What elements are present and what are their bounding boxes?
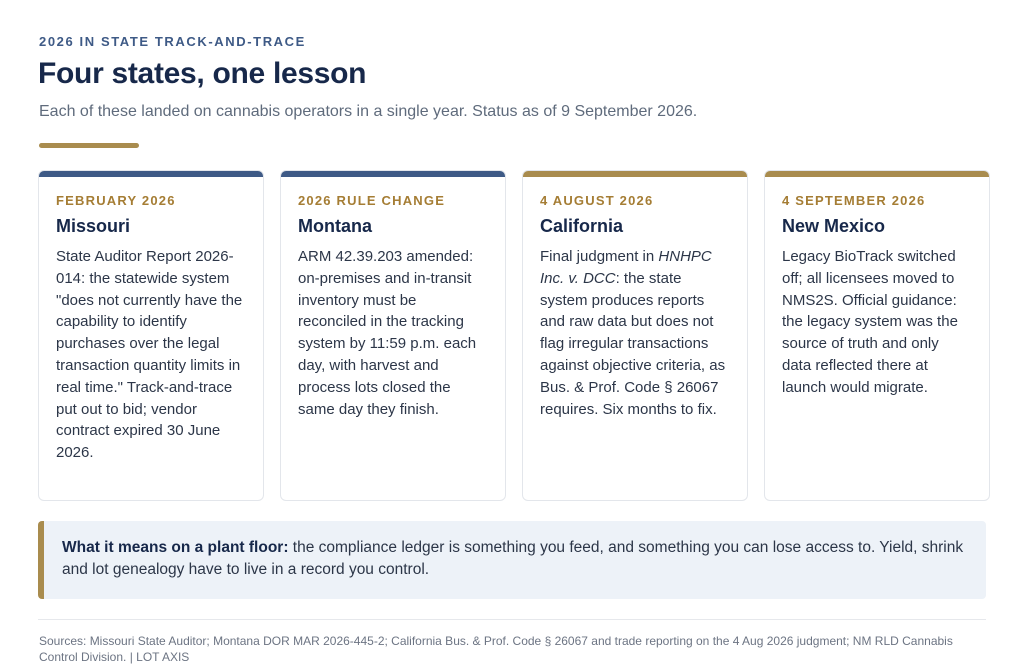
sources-footnote: Sources: Missouri State Auditor; Montana DOR MAR 2026-445-2; California Bus. & Prof. Code § 26067 and trade reporting on the 4 Aug 2026 judgment; NM RLD Cannabis Control Division. | LOT AXIS [39, 634, 953, 664]
card-description: State Auditor Report 2026-014: the statewide system "does not currently have the capability to identify purchases over the legal transaction quantity limits in real time." Track-and-trace put out to bid; vendor contract expired 30 June 2026. [56, 248, 243, 462]
card-missouri [38, 170, 264, 501]
card-date-label: FEBRUARY 2026 [56, 193, 176, 208]
footer-divider [38, 619, 986, 620]
text-pre: Final judgment in [540, 248, 659, 265]
card-description: ARM 42.39.203 amended: on-premises and in-transit inventory must be reconciled in the tracking system by 11:59 p.m. each day, with harvest and process lots closed the same day they finish. [298, 248, 477, 418]
page-subtitle: Each of these landed on cannabis operators in a single year. Status as of 9 September 2026. [39, 103, 698, 120]
card-new-mexico [764, 170, 990, 501]
card-date-label: 4 AUGUST 2026 [540, 193, 654, 208]
card-state-name: New Mexico [782, 216, 886, 236]
card-state-name: Missouri [56, 216, 131, 236]
text-post: : the state system produces reports and raw data but does not flag irregular transactions against objective criteria, as Bus. & Prof. Code § 26067 requires. Six months to fix. [540, 269, 726, 418]
card-state-name: California [540, 216, 624, 236]
state-cards [38, 170, 990, 501]
card-description: Legacy BioTrack switched off; all licensees moved to NMS2S. Official guidance: the legacy system was the source of truth and only data reflected there at launch would migrate. [782, 248, 958, 396]
card-date-label: 4 SEPTEMBER 2026 [782, 193, 926, 208]
card-state-name: Montana [298, 216, 372, 236]
card-california [522, 170, 748, 501]
eyebrow: 2026 IN STATE TRACK-AND-TRACE [39, 34, 306, 49]
callout-text: the compliance ledger is something you feed, and something you can lose access to. Yield, shrink and lot genealogy have to live in a record you control. [62, 539, 964, 578]
card-description [540, 246, 730, 420]
callout-lead: What it means on a plant floor: [62, 539, 289, 556]
page-title: Four states, one lesson [38, 57, 367, 90]
callout-box [38, 521, 986, 599]
accent-rule [39, 143, 139, 148]
card-date-label: 2026 RULE CHANGE [298, 193, 446, 208]
card-montana [280, 170, 506, 501]
case-name: HNHPC Inc. v. DCC [540, 248, 712, 287]
